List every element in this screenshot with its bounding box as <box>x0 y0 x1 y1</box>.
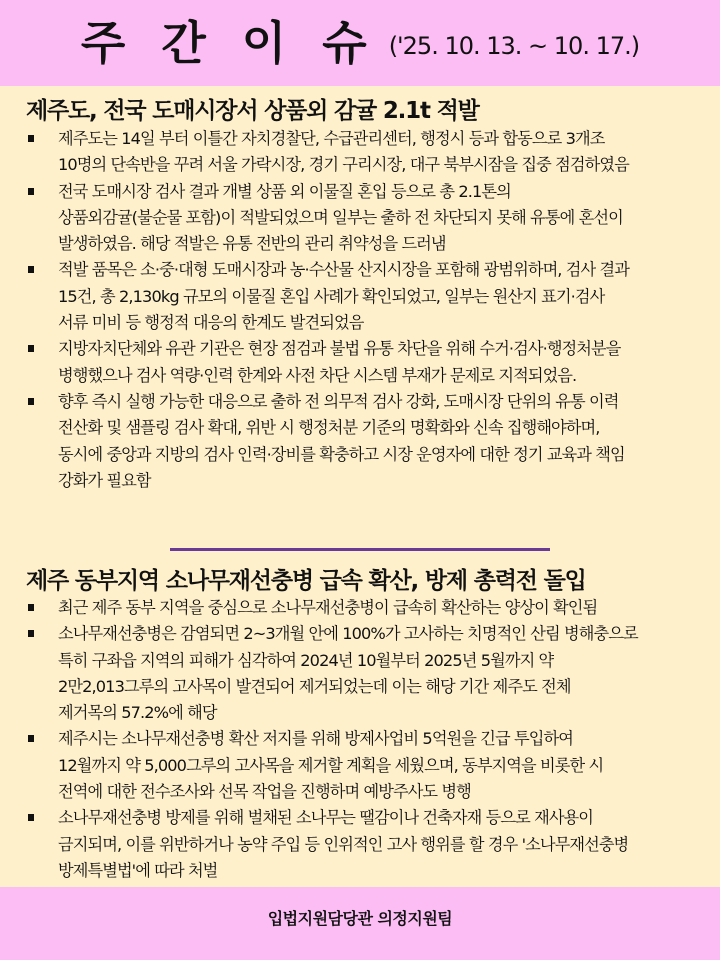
bullet-text-line: 동시에 중앙과 지방의 검사 인력·장비를 확충하고 시장 운영자에 대한 정기 교육과 책임 <box>58 444 625 464</box>
bullet-item <box>0 126 720 179</box>
bullet-item <box>0 621 720 726</box>
bullet-text-line: 서류 미비 등 행정적 대응의 한계도 발견되었음 <box>58 313 364 333</box>
square-bullet-icon <box>28 135 34 142</box>
bullet-text-line: 전국 도매시장 검사 결과 개별 상품 외 이물질 혼입 등으로 총 2.1톤의 <box>58 181 511 201</box>
square-bullet-icon <box>28 604 34 611</box>
bullet-item <box>0 336 720 389</box>
bullet-text-line: 소나무재선충병은 감염되면 2~3개월 안에 100%가 고사하는 치명적인 산림 병해충으로 <box>58 624 638 644</box>
section-2-title: 제주 동부지역 소나무재선충병 급속 확산, 방제 총력전 돌입 <box>26 568 586 594</box>
page-title: 주 간 이 슈 <box>80 16 377 70</box>
date-range: ('25. 10. 13. ~ 10. 17.) <box>388 32 640 60</box>
square-bullet-icon <box>28 266 34 273</box>
section-2-bullets <box>0 595 720 884</box>
bullet-text-line: 발생하였음. 해당 적발은 유통 전반의 관리 취약성을 드러냄 <box>58 234 446 254</box>
square-bullet-icon <box>28 398 34 405</box>
bullet-text-line: 강화가 필요함 <box>58 470 151 490</box>
bullet-item <box>0 726 720 805</box>
bullet-text-line: 향후 즉시 실행 가능한 대응으로 출하 전 의무적 검사 강화, 도매시장 단위의 유통 이력 <box>58 391 619 411</box>
bullet-text-line: 제주시는 소나무재선충병 확산 저지를 위해 방제사업비 5억원을 긴급 투입하여 <box>58 729 573 749</box>
footer-banner <box>0 887 720 960</box>
bullet-text-line: 최근 제주 동부 지역을 중심으로 소나무재선충병이 급속히 확산하는 양상이 확인됨 <box>58 598 598 617</box>
bullet-text-line: 제주도는 14일 부터 이틀간 자치경찰단, 수급관리센터, 행정시 등과 합동으로 3개조 <box>58 129 605 148</box>
section-divider <box>170 548 550 551</box>
bullet-text-line: 2만2,013그루의 고사목이 발견되어 제거되었는데 이는 해당 기간 제주도 전체 <box>58 676 571 696</box>
square-bullet-icon <box>28 345 34 352</box>
square-bullet-icon <box>28 735 34 742</box>
bullet-text-line: 15건, 총 2,130kg 규모의 이물질 혼입 사례가 확인되었고, 일부는 원산지 표기·검사 <box>58 286 605 306</box>
square-bullet-icon <box>28 814 34 821</box>
section-1-title: 제주도, 전국 도매시장서 상품외 감귤 2.1t 적발 <box>26 98 479 124</box>
bullet-text-line: 특히 구좌읍 지역의 피해가 심각하여 2024년 10월부터 2025년 5월까지 약 <box>58 650 554 670</box>
square-bullet-icon <box>28 188 34 195</box>
header-banner <box>0 0 720 86</box>
bullet-text-line: 방제특별법'에 따라 처벌 <box>58 860 218 880</box>
bullet-text-line: 전역에 대한 전수조사와 선목 작업을 진행하며 예방주사도 병행 <box>58 782 471 802</box>
bullet-text-line: 소나무재선충병 방제를 위해 벌채된 소나무는 땔감이나 건축자재 등으로 재사용이 <box>58 808 594 828</box>
bullet-text-line: 적발 품목은 소·중·대형 도매시장과 농·수산물 산지시장을 포함해 광범위하며, 검사 결과 <box>58 260 629 280</box>
bullet-item <box>0 595 720 621</box>
bullet-item <box>0 389 720 494</box>
bullet-item <box>0 179 720 258</box>
bullet-item <box>0 805 720 884</box>
bullet-text-line: 12월까지 약 5,000그루의 고사목을 제거할 계획을 세웠으며, 동부지역을 비롯한 시 <box>58 755 604 775</box>
bullet-text-line: 10명의 단속반을 꾸려 서울 가락시장, 경기 구리시장, 대구 북부시잠을 집중 점검하였음 <box>58 155 629 175</box>
bullet-item <box>0 257 720 336</box>
section-1-bullets <box>0 126 720 494</box>
bullet-text-line: 병행했으나 검사 역량·인력 한계와 사전 차단 시스템 부재가 문제로 지적되었음. <box>58 365 577 385</box>
content-area <box>0 86 720 887</box>
bullet-text-line: 전산화 및 샘플링 검사 확대, 위반 시 행정처분 기준의 명확화와 신속 집행해야하며, <box>58 418 600 438</box>
bullet-text-line: 제거목의 57.2%에 해당 <box>58 703 217 723</box>
square-bullet-icon <box>28 630 34 637</box>
organization-name: 입법지원담당관 의정지원팀 <box>267 909 453 928</box>
bullet-text-line: 금지되며, 이를 위반하거나 농약 주입 등 인위적인 고사 행위를 할 경우 '소나무재선충병 <box>58 834 629 854</box>
bullet-text-line: 상품외감귤(불순물 포함)이 적발되었으며 일부는 출하 전 차단되지 못해 유통에 혼선이 <box>58 207 623 227</box>
bullet-text-line: 지방자치단체와 유관 기관은 현장 점검과 불법 유통 차단을 위해 수거·검사·행정처분을 <box>58 339 621 359</box>
